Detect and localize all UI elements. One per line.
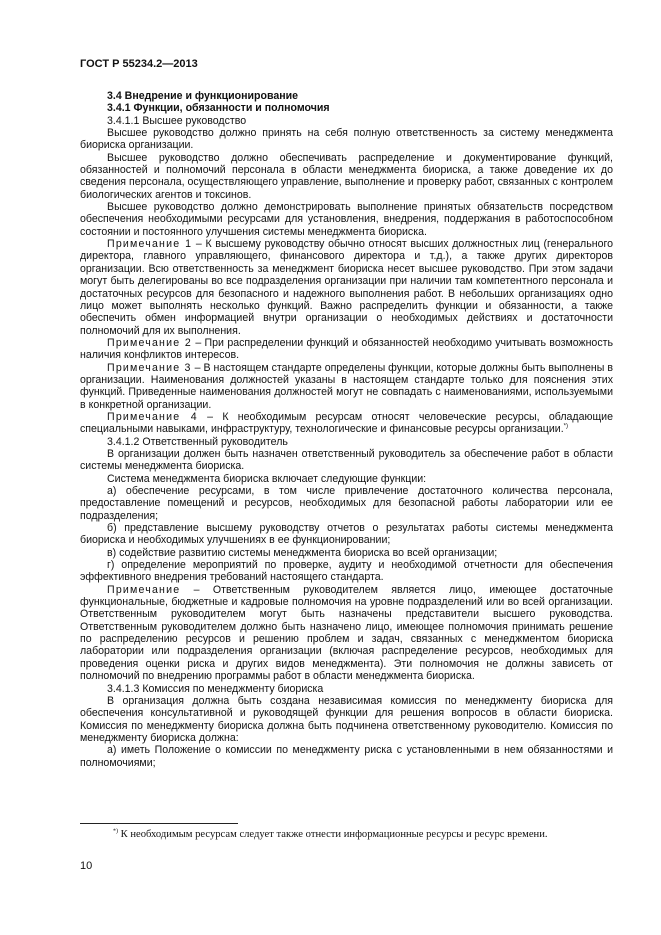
paragraph: В организации должен быть назначен ответственный руководитель за обеспечение работ в области системы менеджмента биориска. (80, 447, 613, 473)
list-item: а) обеспечение ресурсами, в том числе привлечение достаточного количества персонала, предоставление помещений и ресурсов, необходимых для безопасной работы лаборатории или ее подразделения; (80, 485, 613, 522)
paragraph: Высшее руководство должно обеспечивать распределение и документирование функций, обязанностей и полномочий персонала в области менеджмента биориска, а также доведение их до сведения персонала, осуществляющего управление, выполнение и проверку работ, связанных с контролем биологических агентов и токсинов. (80, 151, 613, 201)
note-text: – При распределении функций и обязанностей необходимо учитывать возможность наличия конфликтов интересов. (80, 336, 613, 362)
list-item: г) определение мероприятий по проверке, аудиту и необходимой отчетности для обеспечения эффективного внедрения требований настоящего стандарта. (80, 559, 613, 584)
note-label: Примечание 3 (107, 361, 192, 374)
note-label: Примечание (107, 583, 181, 596)
note (80, 238, 613, 337)
footnote-text: К необходимым ресурсам следует также отнести информационные ресурсы и ресурс времени. (118, 829, 548, 840)
document-body (80, 90, 613, 769)
list-item: а) иметь Положение о комиссии по менеджменту риска с установленными в нем обязанностями и полномочиями; (80, 744, 613, 769)
note (80, 584, 613, 683)
footnote-divider (80, 823, 238, 824)
note-label: Примечание 1 (107, 238, 193, 251)
footnote (113, 829, 548, 840)
note (80, 362, 613, 411)
clause-heading: 3.4.1.3 Комиссия по менеджменту биориска (107, 682, 324, 695)
note-text: – Ответственным руководителем является лицо, имеющее достаточные функциональные, бюджетные и кадровые полномочия на уровне подразделений или во всей организации. Ответственным руководителем могут быть назначены представители высшего руководства. Ответственным руководителем должно быть назначено лицо, имеющее полномочия принимать решение по распределению ресурсов и решению проблем и задач, связанных с менеджментом биориска лаборатории или подразделения организации (включая распределение ресурсов, необходимых для проведения оценки риска и других видов менеджмента). Эти полномочия не должны зависеть от полномочий по внедрению программы работ в области менеджмента биориска. (80, 583, 613, 683)
list-item: в) содействие развитию системы менеджмента биориска во всей организации; (107, 546, 498, 559)
page-number: 10 (80, 860, 93, 872)
note-text: – К необходимым ресурсам относят человеческие ресурсы, обладающие специальными навыками, инфраструктуру, технологические и финансовые ресурсы организации. (80, 410, 613, 436)
note-text: – К высшему руководству обычно относят высших должностных лиц (генерального директора, главного управляющего, финансового директора и т.д.), а также других директоров организации. Всю ответственность за менеджмент биориска несет высшее руководство. При этом задачи могут быть делегированы во все подразделения организации при наличии там компетентного персонала и достаточных ресурсов для безопасного и надежного выполнения работ. В небольших организациях одно лицо может выполнять несколько функций. Важно распределить функции и обязанности, а также обеспечить обмен информацией внутри организации о необходимых действиях и достаточности полномочий для их выполнения. (80, 238, 613, 337)
paragraph: Высшее руководство должно демонстрировать выполнение принятых обязательств посредством обеспечения необходимыми ресурсами для установления, внедрения, поддержания в работоспособном состоянии и постоянного улучшения системы менеджмента биориска. (80, 201, 613, 238)
document-header: ГОСТ Р 55234.2—2013 (80, 58, 198, 70)
section-title: 3.4 Внедрение и функционирование (107, 90, 299, 102)
clause-heading: 3.4.1.1 Высшее руководство (107, 114, 247, 127)
paragraph: Система менеджмента биориска включает следующие функции: (107, 472, 427, 485)
note-label: Примечание 4 (107, 410, 198, 423)
note-text: – В настоящем стандарте определены функции, которые должны быть выполнены в организации. Наименования должностей указаны в настоящем стандарте только для пояснения этих функций. Приведенные наименования должностей могут не совпадать с наименованиями, используемыми в конкретной организации. (80, 361, 613, 411)
note (80, 411, 613, 436)
list-item: б) представление высшему руководству отчетов о результатах работы системы менеджмента биориска и необходимых улучшениях в ее функционировании; (80, 522, 613, 547)
note-label: Примечание 2 (107, 336, 192, 349)
footnote-mark: *) (113, 828, 118, 835)
paragraph: Высшее руководство должно принять на себя полную ответственность за систему менеджмента биориска организации. (80, 127, 613, 152)
clause-heading: 3.4.1.2 Ответственный руководитель (107, 435, 288, 448)
subsection-title: 3.4.1 Функции, обязанности и полномочия (107, 102, 330, 115)
note (80, 337, 613, 362)
footnote-reference: *) (563, 423, 568, 430)
paragraph: В организация должна быть создана независимая комиссия по менеджменту биориска для обеспечения консультативной и руководящей функции для решения вопросов в области биориска. Комиссия по менеджменту биориска должна быть подчинена ответственному руководителю. Комиссия по менеджменту биориска должна: (80, 694, 613, 744)
